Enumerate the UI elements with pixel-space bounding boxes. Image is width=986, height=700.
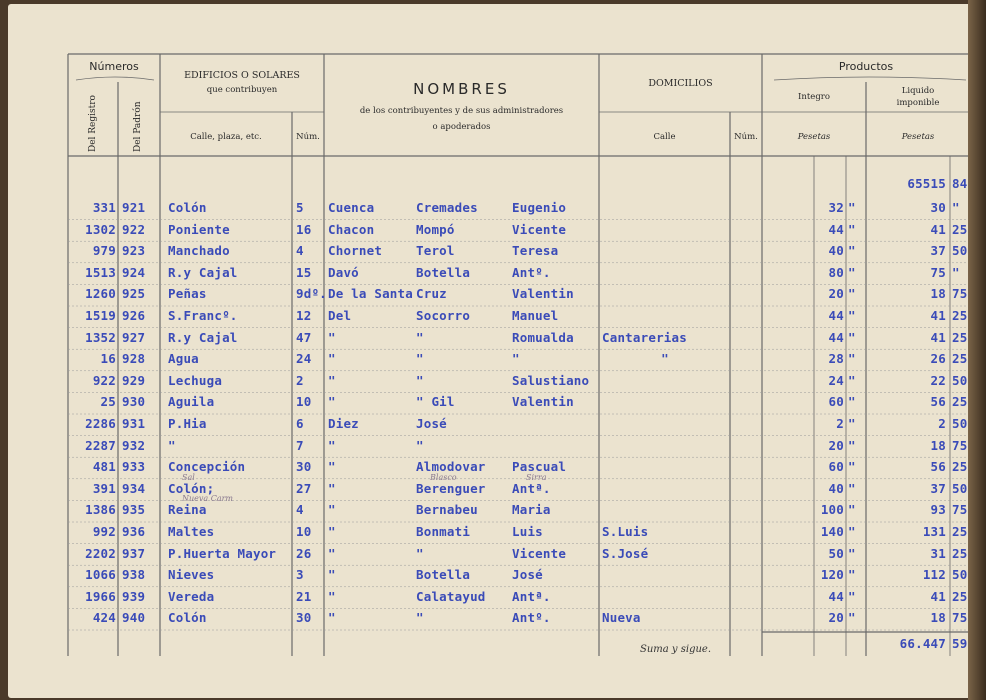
row-5-liq: 18: [930, 286, 946, 302]
row-6-integro: 44: [828, 308, 844, 323]
row-12-liq-c: 75: [952, 437, 968, 453]
row-20-dom: Nueva: [602, 610, 641, 626]
row-20-n1: ": [328, 610, 336, 626]
calle-plaza-heading: Calle, plaza, etc.: [190, 132, 262, 142]
row-6-int-c: ": [848, 308, 856, 323]
row-6-n2: Socorro: [416, 308, 471, 323]
ledger-page: [8, 4, 976, 698]
row-9-calle: Lechuga: [168, 372, 223, 388]
row-2-liq: 41: [930, 221, 946, 237]
row-17-pad: 937: [122, 545, 146, 561]
row-17-calle: P.Huerta Mayor: [168, 545, 277, 561]
row-15-integro: 100: [820, 502, 844, 518]
row-10-n3: Valentin: [512, 394, 574, 410]
row-8-n3: ": [512, 351, 520, 367]
row-16-integro: 140: [820, 524, 844, 539]
row-11-calle: P.Hia: [168, 416, 207, 431]
row-15-reg: 1386: [85, 502, 116, 518]
row-19-int-c: ": [848, 588, 856, 604]
row-9-n1: ": [328, 372, 336, 388]
row-16-calle: Maltes: [168, 524, 215, 539]
row-2-n2: Mompó: [416, 221, 455, 237]
row-15-liq-c: 75: [952, 502, 968, 518]
row-2-integro: 44: [828, 221, 844, 237]
row-3-liq: 37: [930, 243, 946, 259]
row-8-dom: ": [661, 351, 669, 367]
row-20-n2: ": [416, 610, 424, 626]
total-pesetas: 66.447: [899, 636, 946, 651]
row-9-liq: 22: [930, 372, 946, 388]
row-20-liq-c: 75: [952, 610, 968, 626]
del-padron-heading: Del Padrón: [133, 101, 143, 152]
row-15-num: 4: [296, 502, 304, 518]
row-16-reg: 992: [92, 524, 116, 539]
row-10-int-c: ": [848, 394, 856, 410]
row-16-n2: Bonmati: [416, 524, 471, 539]
edificios-heading: EDIFICIOS O SOLARES: [184, 70, 300, 81]
row-9-num: 2: [296, 372, 304, 388]
row-19-n2: Calatayud: [416, 588, 486, 604]
row-12-n1: ": [328, 437, 336, 453]
row-11-reg: 2286: [85, 416, 116, 431]
row-1-n2: Cremades: [416, 200, 478, 215]
row-14-num: 27: [296, 480, 312, 496]
row-10-integro: 60: [828, 394, 844, 410]
handwritten-note-4: Nueva Carm: [182, 494, 234, 504]
row-16-num: 10: [296, 524, 312, 539]
row-13-calle: Concepción: [168, 459, 246, 475]
row-4-pad: 924: [122, 264, 146, 280]
row-16-liq-c: 25: [952, 524, 968, 539]
row-6-liq-c: 25: [952, 308, 968, 323]
pesetas-liquido-heading: Pesetas: [901, 132, 935, 142]
row-4-calle: R.y Cajal: [168, 264, 238, 280]
row-10-reg: 25: [100, 394, 116, 410]
row-15-int-c: ": [848, 502, 856, 518]
row-13-liq: 56: [930, 459, 946, 475]
row-13-num: 30: [296, 459, 312, 475]
row-7-n2: ": [416, 329, 424, 345]
row-20-liq: 18: [930, 610, 946, 626]
row-17-n3: Vicente: [512, 545, 567, 561]
row-4-num: 15: [296, 264, 312, 280]
row-20-integro: 20: [828, 610, 844, 626]
row-17-int-c: ": [848, 545, 856, 561]
row-8-int-c: ": [848, 351, 856, 367]
row-5-num: 9dº.: [296, 286, 327, 302]
del-registro-heading: Del Registro: [88, 95, 98, 152]
row-17-liq: 31: [930, 545, 946, 561]
row-17-dom: S.José: [602, 545, 649, 561]
row-16-n1: ": [328, 524, 336, 539]
row-8-liq: 26: [930, 351, 946, 367]
row-20-pad: 940: [122, 610, 146, 626]
row-6-reg: 1519: [85, 308, 116, 323]
row-10-liq: 56: [930, 394, 946, 410]
pesetas-integro-heading: Pesetas: [797, 132, 831, 142]
row-7-liq: 41: [930, 329, 946, 345]
row-16-liq: 131: [922, 524, 946, 539]
row-14-reg: 391: [92, 480, 116, 496]
row-8-pad: 928: [122, 351, 146, 367]
row-6-n3: Manuel: [512, 308, 559, 323]
liquido-heading: Liquido: [901, 86, 935, 96]
row-7-calle: R.y Cajal: [168, 329, 238, 345]
row-10-n1: ": [328, 394, 336, 410]
handwritten-note-2: Blasco: [430, 472, 457, 482]
row-20-calle: Colón: [168, 610, 207, 626]
row-18-integro: 120: [820, 567, 844, 583]
total-cents: 59: [952, 636, 968, 651]
carry-forward-pesetas: 65515: [907, 176, 946, 191]
row-1-reg: 331: [92, 200, 116, 215]
row-1-liq-c: ": [952, 200, 960, 215]
row-8-n1: ": [328, 351, 336, 367]
row-19-n3: Antª.: [512, 588, 551, 604]
row-10-calle: Aguila: [168, 394, 215, 410]
book-edge: [968, 0, 986, 700]
row-1-int-c: ": [848, 200, 856, 215]
row-8-n2: ": [416, 351, 424, 367]
handwritten-note-3: Sirra: [526, 472, 547, 482]
row-5-n2: Cruz: [416, 286, 447, 302]
row-17-integro: 50: [828, 545, 844, 561]
numeros-heading: Números: [89, 60, 139, 73]
row-14-liq: 37: [930, 480, 946, 496]
num2-heading: Núm.: [734, 132, 758, 142]
row-17-liq-c: 25: [952, 545, 968, 561]
row-12-int-c: ": [848, 437, 856, 453]
row-3-num: 4: [296, 243, 304, 259]
row-18-n2: Botella: [416, 567, 471, 583]
row-3-liq-c: 50: [952, 243, 968, 259]
row-8-num: 24: [296, 351, 312, 367]
row-7-pad: 927: [122, 329, 146, 345]
row-11-integro: 2: [836, 416, 844, 431]
row-17-reg: 2202: [85, 545, 116, 561]
handwritten-note-1: Sal: [182, 472, 195, 482]
row-7-dom: Cantarerias: [602, 329, 687, 345]
row-19-integro: 44: [828, 588, 844, 604]
row-18-pad: 938: [122, 567, 146, 583]
row-12-liq: 18: [930, 437, 946, 453]
row-1-integro: 32: [828, 200, 844, 215]
row-15-n2: Bernabeu: [416, 502, 478, 518]
row-2-n1: Chacon: [328, 221, 375, 237]
row-8-calle: Agua: [168, 351, 199, 367]
row-20-int-c: ": [848, 610, 856, 626]
row-1-n3: Eugenio: [512, 200, 567, 215]
row-5-n1: De la Santa: [328, 286, 413, 302]
row-1-num: 5: [296, 200, 304, 215]
productos-heading: Productos: [838, 60, 894, 73]
row-13-reg: 481: [92, 459, 116, 475]
nombres-sub1: de los contribuyentes y de sus administradores: [359, 106, 564, 116]
row-14-n2: Berenguer: [416, 480, 486, 496]
row-14-pad: 934: [122, 480, 146, 496]
row-3-integro: 40: [828, 243, 844, 259]
row-7-n3: Romualda: [512, 329, 574, 345]
row-8-liq-c: 25: [952, 351, 968, 367]
row-13-pad: 933: [122, 459, 146, 475]
row-6-liq: 41: [930, 308, 946, 323]
row-2-liq-c: 25: [952, 221, 968, 237]
row-4-integro: 80: [828, 264, 844, 280]
row-15-n1: ": [328, 502, 336, 518]
row-18-liq: 112: [922, 567, 946, 583]
row-3-pad: 923: [122, 243, 146, 259]
row-9-pad: 929: [122, 372, 146, 388]
row-12-n2: ": [416, 437, 424, 453]
row-3-calle: Manchado: [168, 243, 230, 259]
row-18-num: 3: [296, 567, 304, 583]
row-10-n2: " Gil: [416, 394, 455, 410]
row-6-calle: S.Francº.: [168, 308, 238, 323]
row-15-calle: Reina: [168, 502, 207, 518]
row-3-reg: 979: [92, 243, 116, 259]
row-18-n1: ": [328, 567, 336, 583]
row-7-integro: 44: [828, 329, 844, 345]
row-7-liq-c: 25: [952, 329, 968, 345]
row-10-pad: 930: [122, 394, 146, 410]
row-13-integro: 60: [828, 459, 844, 475]
row-14-n3: Antª.: [512, 480, 551, 496]
row-7-int-c: ": [848, 329, 856, 345]
row-13-n1: ": [328, 459, 336, 475]
row-14-int-c: ": [848, 480, 856, 496]
row-6-pad: 926: [122, 308, 146, 323]
row-2-pad: 922: [122, 221, 146, 237]
calle-heading: Calle: [653, 132, 676, 142]
row-14-calle: Colón;: [168, 480, 215, 496]
row-1-liq: 30: [930, 200, 946, 215]
que-contribuyen-heading: que contribuyen: [206, 85, 278, 95]
suma-y-sigue-label: Suma y sigue.: [640, 644, 712, 655]
row-5-liq-c: 75: [952, 286, 968, 302]
row-6-n1: Del: [328, 308, 352, 323]
row-17-num: 26: [296, 545, 312, 561]
row-9-reg: 922: [92, 372, 116, 388]
row-9-n3: Salustiano: [512, 372, 590, 388]
row-1-n1: Cuenca: [328, 200, 375, 215]
row-1-pad: 921: [122, 200, 146, 215]
row-8-integro: 28: [828, 351, 844, 367]
row-17-n1: ": [328, 545, 336, 561]
row-12-num: 7: [296, 437, 304, 453]
row-3-n3: Teresa: [512, 243, 559, 259]
row-7-reg: 1352: [85, 329, 116, 345]
row-11-pad: 931: [122, 416, 146, 431]
nombres-sub2: o apoderados: [432, 122, 491, 132]
row-4-n1: Davó: [328, 264, 359, 280]
row-19-n1: ": [328, 588, 336, 604]
row-11-n2: José: [416, 416, 447, 431]
row-4-n2: Botella: [416, 264, 471, 280]
row-14-n1: ": [328, 480, 336, 496]
row-5-n3: Valentin: [512, 286, 574, 302]
row-13-int-c: ": [848, 459, 856, 475]
row-2-reg: 1302: [85, 221, 116, 237]
row-19-num: 21: [296, 588, 312, 604]
row-17-n2: ": [416, 545, 424, 561]
row-10-num: 10: [296, 394, 312, 410]
row-3-int-c: ": [848, 243, 856, 259]
row-9-n2: ": [416, 372, 424, 388]
row-18-n3: José: [512, 567, 543, 583]
row-14-liq-c: 50: [952, 480, 968, 496]
integro-heading: Integro: [798, 92, 830, 102]
row-18-int-c: ": [848, 567, 856, 583]
row-1-calle: Colón: [168, 200, 207, 215]
row-11-num: 6: [296, 416, 304, 431]
row-12-calle: ": [168, 437, 176, 453]
row-16-int-c: ": [848, 524, 856, 539]
row-2-calle: Poniente: [168, 221, 230, 237]
row-19-liq: 41: [930, 588, 946, 604]
row-9-int-c: ": [848, 372, 856, 388]
row-20-n3: Antº.: [512, 610, 551, 626]
row-15-pad: 935: [122, 502, 146, 518]
row-9-liq-c: 50: [952, 372, 968, 388]
row-20-reg: 424: [92, 610, 116, 626]
imponible-heading: imponible: [896, 98, 940, 108]
row-13-n2: Almodovar: [416, 459, 486, 475]
row-4-int-c: ": [848, 264, 856, 280]
row-11-liq-c: 50: [952, 416, 968, 431]
row-14-integro: 40: [828, 480, 844, 496]
row-11-int-c: ": [848, 416, 856, 431]
row-12-pad: 932: [122, 437, 146, 453]
row-18-calle: Nieves: [168, 567, 215, 583]
row-4-n3: Antº.: [512, 264, 551, 280]
row-9-integro: 24: [828, 372, 844, 388]
row-16-n3: Luis: [512, 524, 543, 539]
row-18-liq-c: 50: [952, 567, 968, 583]
row-15-liq: 93: [930, 502, 946, 518]
row-13-liq-c: 25: [952, 459, 968, 475]
row-13-n3: Pascual: [512, 459, 567, 475]
row-18-reg: 1066: [85, 567, 116, 583]
row-19-reg: 1966: [85, 588, 116, 604]
row-15-n3: Maria: [512, 502, 551, 518]
row-4-reg: 1513: [85, 264, 116, 280]
row-3-n1: Chornet: [328, 243, 383, 259]
row-10-liq-c: 25: [952, 394, 968, 410]
row-11-n1: Diez: [328, 416, 359, 431]
row-2-num: 16: [296, 221, 312, 237]
row-5-int-c: ": [848, 286, 856, 302]
row-12-reg: 2287: [85, 437, 116, 453]
row-3-n2: Terol: [416, 243, 455, 259]
row-5-pad: 925: [122, 286, 146, 302]
row-5-calle: Peñas: [168, 286, 207, 302]
row-5-integro: 20: [828, 286, 844, 302]
carry-forward-cents: 84: [952, 176, 968, 191]
row-19-pad: 939: [122, 588, 146, 604]
row-4-liq-c: ": [952, 264, 960, 280]
nombres-heading: NOMBRES: [413, 80, 510, 98]
row-16-pad: 936: [122, 524, 146, 539]
domicilios-heading: DOMICILIOS: [648, 78, 713, 89]
row-20-num: 30: [296, 610, 312, 626]
row-4-liq: 75: [930, 264, 946, 280]
row-16-dom: S.Luis: [602, 524, 649, 539]
row-7-n1: ": [328, 329, 336, 345]
row-19-calle: Vereda: [168, 588, 215, 604]
row-2-n3: Vicente: [512, 221, 567, 237]
row-5-reg: 1260: [85, 286, 116, 302]
row-6-num: 12: [296, 308, 312, 323]
row-12-integro: 20: [828, 437, 844, 453]
row-19-liq-c: 25: [952, 588, 968, 604]
row-7-num: 47: [296, 329, 312, 345]
row-11-liq: 2: [938, 416, 946, 431]
row-8-reg: 16: [100, 351, 116, 367]
row-2-int-c: ": [848, 221, 856, 237]
num-heading: Núm.: [296, 132, 320, 142]
